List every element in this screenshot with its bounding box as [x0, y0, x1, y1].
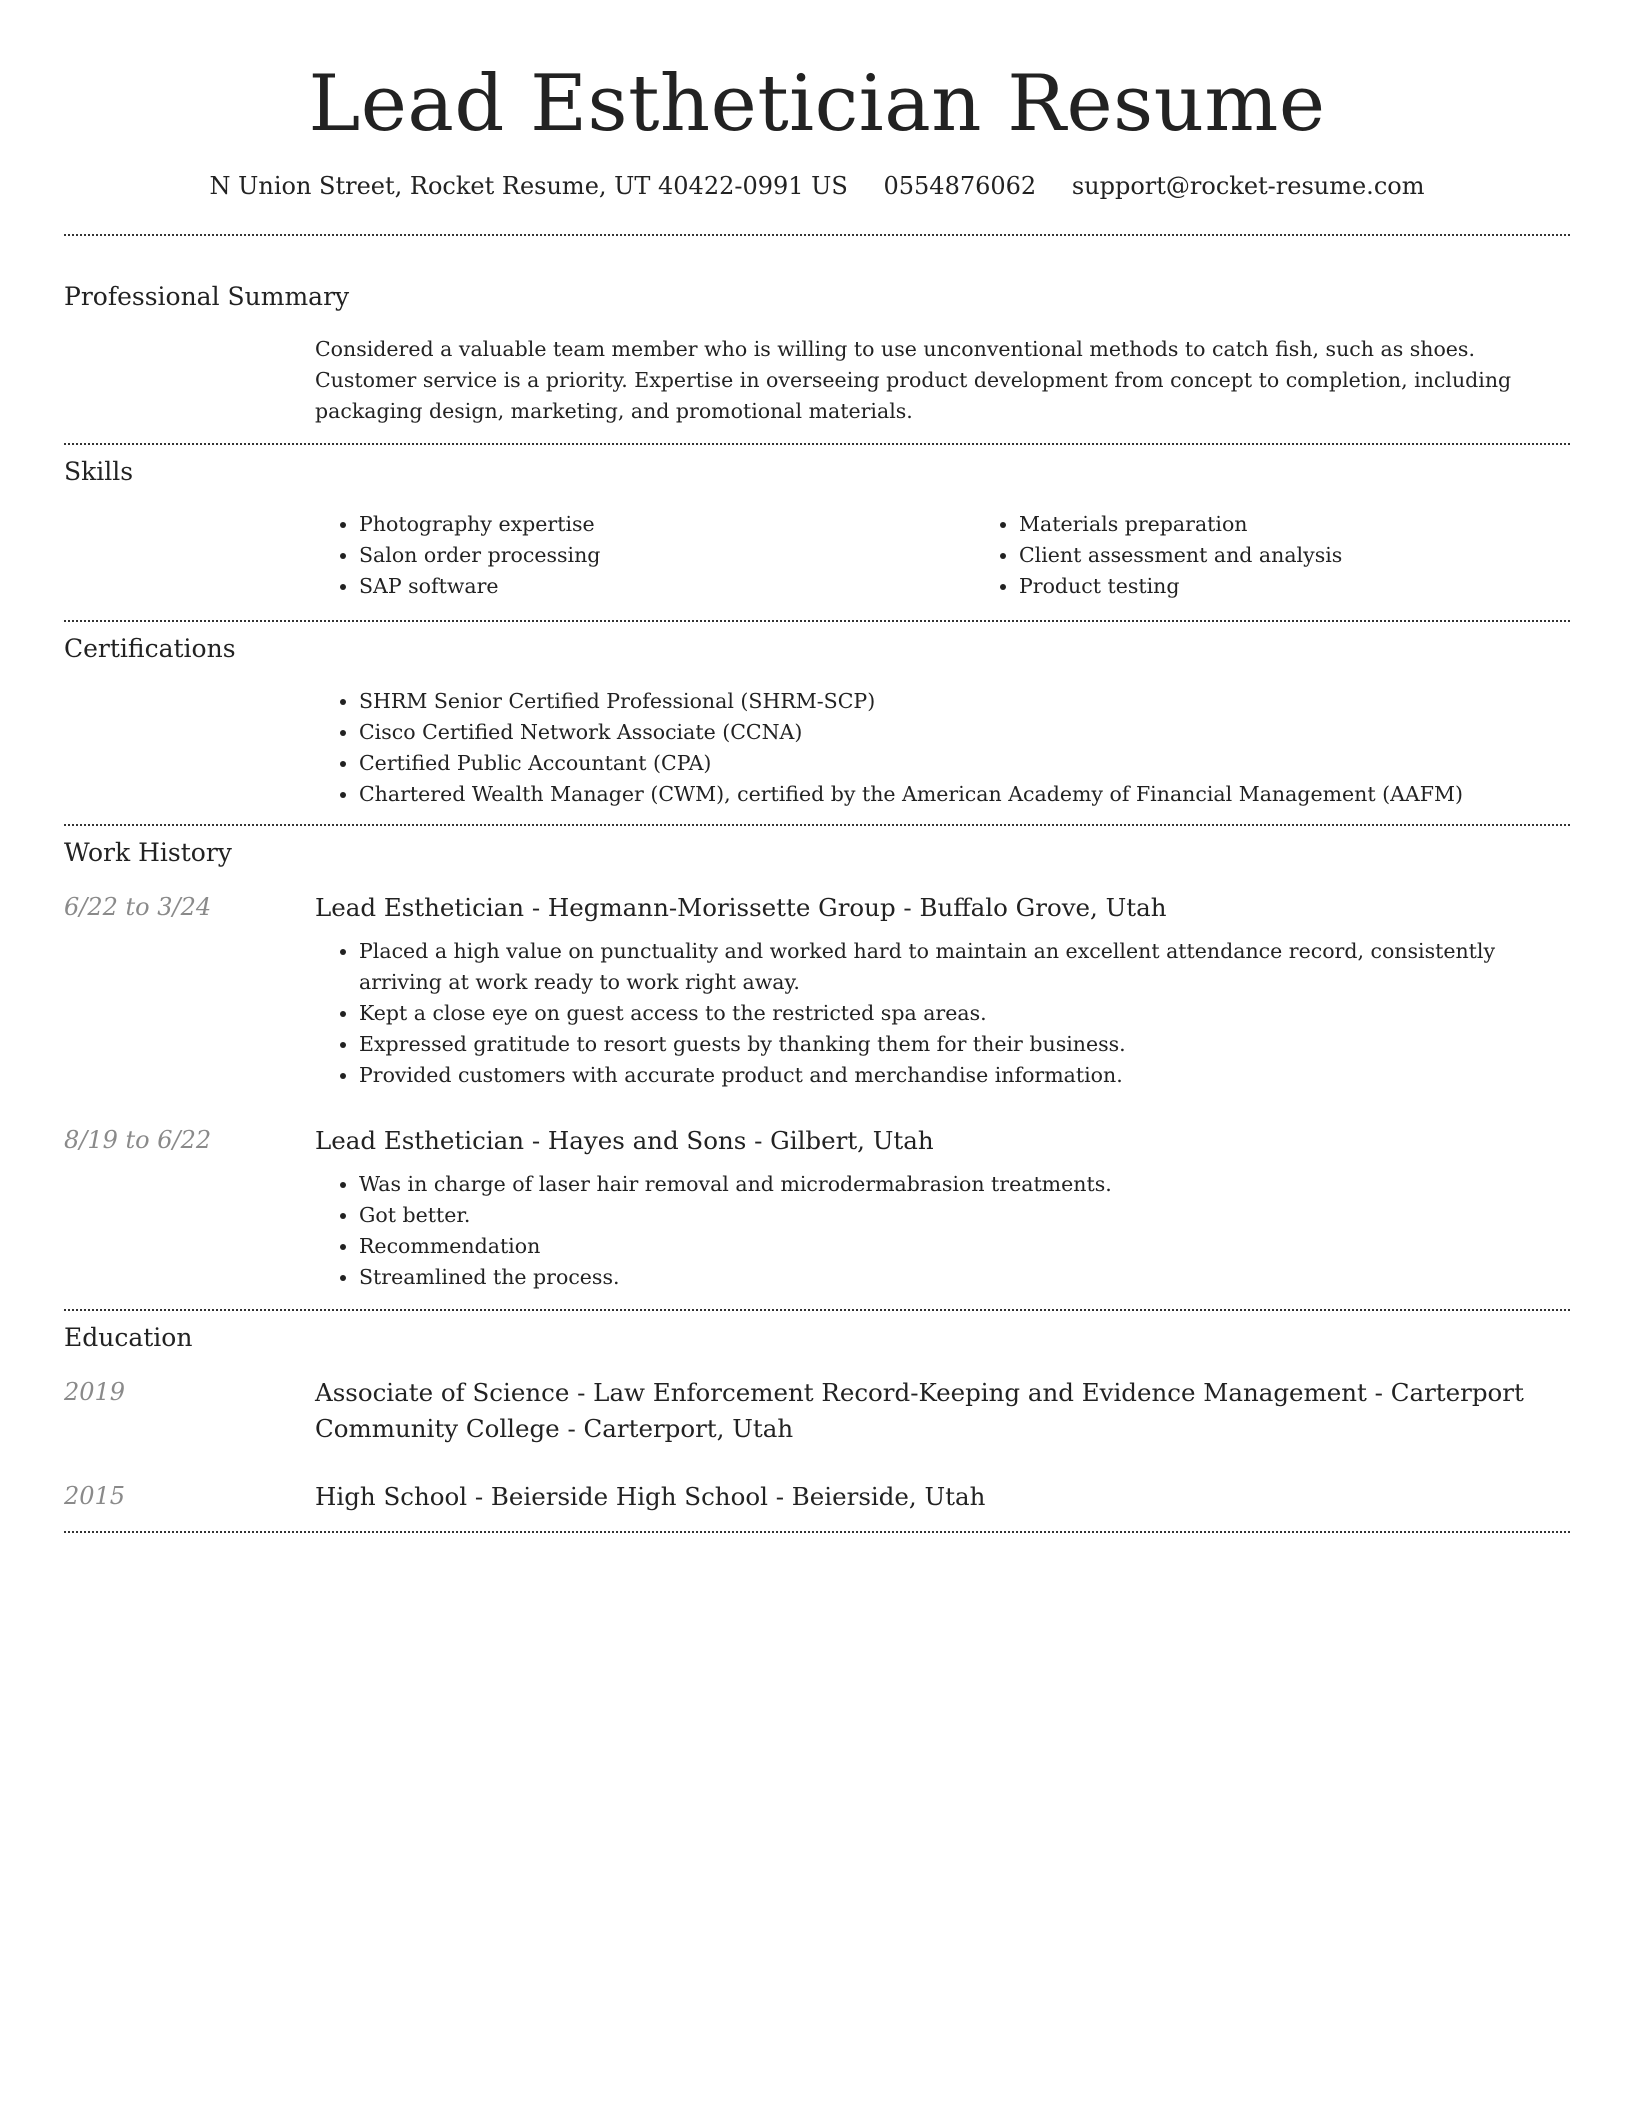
job-heading: Lead Esthetician - Hayes and Sons - Gilbert, Utah [315, 1126, 934, 1155]
summary-section [64, 236, 1570, 427]
education-section [64, 1311, 1570, 1515]
resume-title: Lead Esthetician Resume [308, 59, 1326, 149]
summary-title: Professional Summary [64, 282, 350, 311]
skills-title: Skills [64, 457, 134, 486]
job-body [315, 1123, 1570, 1293]
contact-line [64, 170, 1570, 202]
skills-list-col2 [975, 509, 1632, 602]
certifications-list [315, 686, 1570, 810]
education-heading: Associate of Science - Law Enforcement Record-Keeping and Evidence Management - Carterport Community College - Carterport, Utah [315, 1378, 1524, 1443]
job-bullet: • Was in charge of laser hair removal and microdermabrasion treatments. [359, 1169, 1570, 1200]
job-bullet: • Expressed gratitude to resort guests by thanking them for their business. [359, 1029, 1570, 1060]
skill-item: • SAP software [359, 571, 975, 602]
resume-page [64, 0, 1570, 1533]
skill-item: • Photography expertise [359, 509, 975, 540]
skills-columns [315, 509, 1632, 602]
summary-text: Considered a valuable team member who is willing to use unconventional methods to catch fish, such as shoes. Customer service is a priority. Expertise in overseeing product development from concept to completion, including packaging design, marketing, and promotional materials. [315, 337, 1512, 423]
certifications-left-spacer [64, 686, 315, 810]
job-bullet: • Placed a high value on punctuality and worked hard to maintain an excellent attendance record, consistently arriving at work ready to work right away. [359, 936, 1570, 998]
job-bullet: • Provided customers with accurate product and merchandise information. [359, 1060, 1570, 1091]
certification-item: • Cisco Certified Network Associate (CCNA) [359, 717, 1570, 748]
education-year: 2019 [64, 1378, 126, 1406]
job-bullet: • Got better. [359, 1200, 1570, 1231]
summary-left-spacer [64, 334, 315, 427]
education-body [315, 1479, 1570, 1515]
job-dates: 6/22 to 3/24 [64, 893, 212, 921]
certifications-row [64, 686, 1570, 810]
job-bullet: • Streamlined the process. [359, 1262, 1570, 1293]
job-dates: 8/19 to 6/22 [64, 1126, 212, 1154]
job-heading: Lead Esthetician - Hegmann-Morissette Group - Buffalo Grove, Utah [315, 893, 1167, 922]
job-bullets [315, 936, 1570, 1091]
certification-item: • Chartered Wealth Manager (CWM), certified by the American Academy of Financial Management (AAFM) [359, 779, 1570, 810]
job-entry [64, 1123, 1570, 1293]
education-entry [64, 1375, 1570, 1447]
section-divider [64, 1531, 1570, 1533]
contact-address: N Union Street, Rocket Resume, UT 40422-0991 US [209, 172, 848, 200]
skill-item: • Client assessment and analysis [1019, 540, 1632, 571]
certifications-title: Certifications [64, 634, 236, 663]
skill-item: • Product testing [1019, 571, 1632, 602]
education-title: Education [64, 1323, 193, 1352]
education-body [315, 1375, 1570, 1447]
job-bullets [315, 1169, 1570, 1293]
education-heading: High School - Beierside High School - Beierside, Utah [315, 1482, 986, 1511]
skill-item: • Salon order processing [359, 540, 975, 571]
skills-row [64, 509, 1570, 602]
contact-email: support@rocket-resume.com [1071, 172, 1425, 200]
contact-phone: 0554876062 [883, 172, 1037, 200]
certifications-section [64, 622, 1570, 810]
certification-item: • SHRM Senior Certified Professional (SHRM-SCP) [359, 686, 1570, 717]
summary-body [315, 334, 1570, 427]
work-history-title: Work History [64, 838, 232, 867]
certification-item: • Certified Public Accountant (CPA) [359, 748, 1570, 779]
certifications-body [315, 686, 1570, 810]
skills-left-spacer [64, 509, 315, 602]
education-year: 2015 [64, 1482, 126, 1510]
job-entry [64, 890, 1570, 1091]
job-body [315, 890, 1570, 1091]
summary-row [64, 334, 1570, 427]
job-bullet: • Recommendation [359, 1231, 1570, 1262]
skill-item: • Materials preparation [1019, 509, 1632, 540]
work-history-section [64, 826, 1570, 1293]
skills-section [64, 445, 1570, 602]
skills-list-col1 [315, 509, 975, 602]
job-bullet: • Kept a close eye on guest access to the restricted spa areas. [359, 998, 1570, 1029]
education-entry [64, 1479, 1570, 1515]
